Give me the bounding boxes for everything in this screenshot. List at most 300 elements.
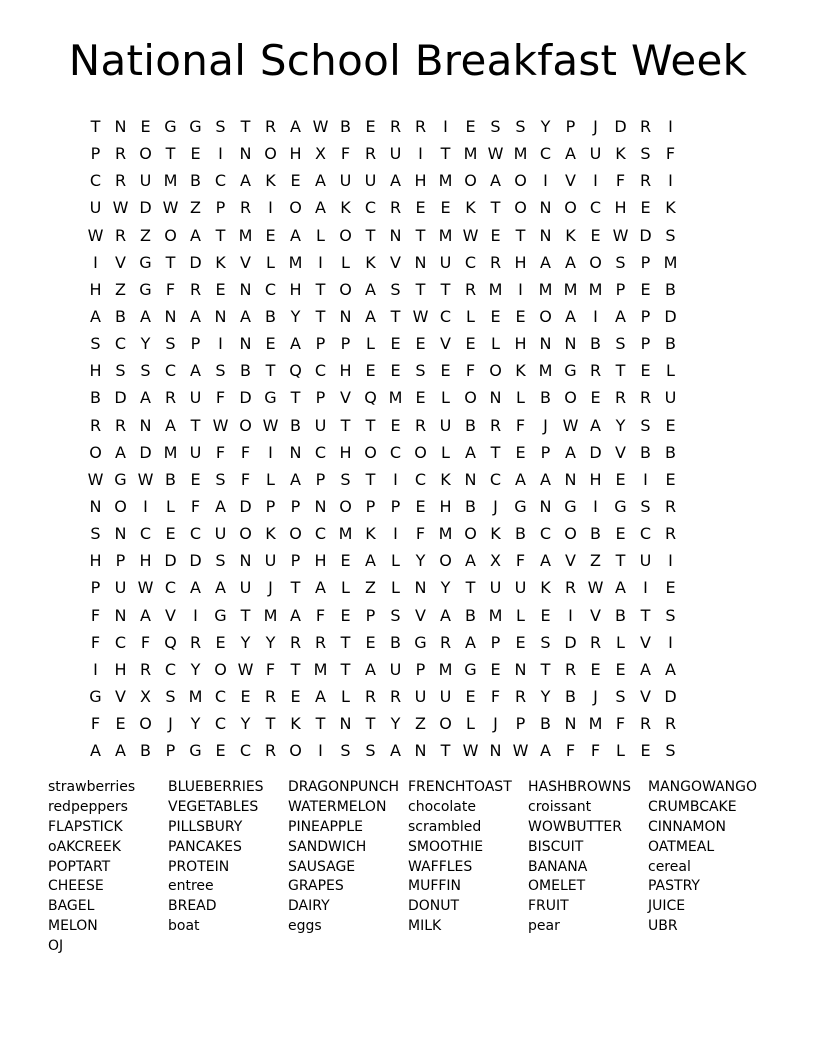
grid-letter: U	[89, 198, 102, 218]
grid-letter: J	[268, 578, 273, 598]
word-list-item: BANANA	[528, 858, 588, 875]
grid-letter: D	[189, 252, 202, 272]
grid-letter: I	[143, 497, 148, 517]
grid-letter: A	[115, 442, 126, 462]
grid-letter: P	[640, 334, 651, 354]
grid-letter: F	[590, 741, 601, 761]
grid-letter: F	[490, 687, 501, 707]
grid-letter: P	[640, 307, 651, 327]
grid-letter: T	[290, 388, 301, 408]
grid-row	[83, 384, 733, 411]
grid-letter: N	[539, 225, 552, 245]
grid-letter: R	[589, 632, 602, 652]
grid-letter: O	[564, 388, 577, 408]
grid-letter: H	[439, 497, 452, 517]
grid-letter: A	[365, 659, 376, 679]
grid-row	[83, 629, 733, 656]
grid-row	[83, 357, 733, 384]
grid-letter: A	[390, 741, 401, 761]
grid-letter: V	[615, 442, 626, 462]
grid-letter: F	[415, 524, 426, 544]
grid-letter: Z	[415, 714, 426, 734]
grid-letter: T	[440, 279, 451, 299]
grid-letter: I	[543, 171, 548, 191]
grid-letter: M	[513, 144, 528, 164]
grid-letter: L	[266, 252, 275, 272]
grid-letter: R	[189, 279, 202, 299]
grid-letter: H	[89, 279, 102, 299]
grid-letter: S	[665, 605, 676, 625]
grid-letter: A	[190, 578, 201, 598]
grid-letter: W	[412, 307, 429, 327]
grid-letter: I	[643, 578, 648, 598]
grid-letter: G	[564, 361, 577, 381]
grid-letter: H	[339, 442, 352, 462]
grid-letter: G	[139, 279, 152, 299]
word-list-item: UBR	[648, 917, 678, 934]
grid-letter: N	[114, 605, 127, 625]
grid-letter: R	[289, 632, 302, 652]
grid-letter: T	[315, 307, 326, 327]
grid-letter: E	[240, 687, 251, 707]
grid-letter: R	[114, 225, 127, 245]
grid-letter: A	[240, 171, 251, 191]
grid-letter: A	[540, 741, 551, 761]
grid-letter: R	[639, 117, 652, 137]
grid-letter: N	[414, 252, 427, 272]
word-list-item: FLAPSTICK	[48, 818, 123, 835]
grid-letter: R	[639, 388, 652, 408]
word-list-item: PROTEIN	[168, 858, 230, 875]
grid-letter: I	[668, 551, 673, 571]
grid-row	[83, 466, 733, 493]
word-list-row	[48, 917, 788, 937]
grid-letter: Y	[540, 117, 551, 137]
grid-letter: R	[114, 171, 127, 191]
grid-letter: O	[414, 442, 427, 462]
grid-letter: O	[139, 714, 152, 734]
grid-letter: V	[440, 334, 451, 354]
grid-letter: Z	[365, 578, 376, 598]
grid-letter: I	[193, 605, 198, 625]
grid-letter: A	[540, 551, 551, 571]
grid-letter: W	[137, 578, 154, 598]
grid-letter: A	[290, 117, 301, 137]
grid-row	[83, 412, 733, 439]
grid-letter: E	[590, 225, 601, 245]
grid-letter: K	[215, 252, 226, 272]
grid-letter: R	[564, 578, 577, 598]
grid-letter: S	[640, 497, 651, 517]
grid-letter: H	[414, 171, 427, 191]
grid-letter: N	[414, 741, 427, 761]
grid-letter: L	[466, 307, 475, 327]
grid-letter: T	[290, 659, 301, 679]
page-title: National School Breakfast Week	[68, 36, 748, 85]
grid-letter: T	[290, 578, 301, 598]
grid-letter: B	[465, 415, 476, 435]
grid-letter: S	[165, 687, 176, 707]
grid-letter: U	[589, 144, 602, 164]
grid-letter: R	[89, 415, 102, 435]
grid-letter: C	[314, 524, 327, 544]
grid-letter: A	[290, 469, 301, 489]
grid-letter: E	[415, 198, 426, 218]
grid-letter: H	[514, 334, 527, 354]
grid-row	[83, 167, 733, 194]
word-list-item: SAUSAGE	[288, 858, 356, 875]
grid-row	[83, 574, 733, 601]
grid-letter: N	[489, 388, 502, 408]
grid-letter: F	[165, 279, 176, 299]
grid-letter: Z	[140, 225, 151, 245]
grid-letter: U	[339, 171, 352, 191]
grid-letter: E	[465, 334, 476, 354]
grid-letter: S	[640, 144, 651, 164]
grid-letter: E	[490, 225, 501, 245]
word-list-item: croissant	[528, 799, 592, 816]
word-list-item: PANCAKES	[168, 838, 242, 855]
grid-letter: T	[415, 225, 426, 245]
grid-letter: E	[665, 469, 676, 489]
grid-letter: E	[390, 334, 401, 354]
word-list-item: WATERMELON	[288, 799, 387, 816]
word-list-row	[48, 936, 788, 956]
grid-letter: J	[493, 497, 498, 517]
grid-letter: A	[140, 388, 151, 408]
grid-letter: P	[515, 714, 526, 734]
word-list-item: boat	[168, 917, 200, 934]
grid-letter: O	[514, 171, 527, 191]
grid-letter: B	[540, 388, 551, 408]
grid-letter: T	[465, 578, 476, 598]
word-list-item: FRUIT	[528, 898, 569, 915]
grid-letter: S	[615, 334, 626, 354]
grid-letter: Y	[440, 578, 451, 598]
word-list-item: MELON	[48, 917, 98, 934]
grid-letter: T	[190, 415, 201, 435]
grid-letter: U	[389, 144, 402, 164]
grid-letter: T	[490, 198, 501, 218]
grid-letter: P	[90, 578, 101, 598]
grid-letter: G	[614, 497, 627, 517]
grid-letter: E	[365, 117, 376, 137]
grid-letter: W	[162, 198, 179, 218]
grid-letter: E	[215, 279, 226, 299]
word-list-item: oAKCREEK	[48, 838, 121, 855]
grid-letter: Y	[140, 334, 151, 354]
grid-letter: Y	[540, 687, 551, 707]
grid-letter: S	[165, 334, 176, 354]
grid-letter: O	[339, 279, 352, 299]
grid-letter: W	[612, 225, 629, 245]
grid-letter: E	[665, 415, 676, 435]
grid-letter: A	[215, 497, 226, 517]
grid-letter: G	[264, 388, 277, 408]
grid-letter: L	[341, 578, 350, 598]
grid-letter: B	[665, 279, 676, 299]
grid-letter: K	[340, 198, 351, 218]
grid-letter: E	[115, 714, 126, 734]
grid-letter: U	[139, 171, 152, 191]
grid-letter: R	[389, 687, 402, 707]
grid-letter: H	[589, 469, 602, 489]
grid-letter: P	[490, 632, 501, 652]
grid-letter: E	[340, 605, 351, 625]
grid-letter: N	[489, 741, 502, 761]
grid-letter: R	[364, 687, 377, 707]
grid-letter: I	[443, 117, 448, 137]
grid-letter: P	[365, 497, 376, 517]
grid-letter: V	[640, 687, 651, 707]
word-list-item: OATMEAL	[648, 838, 715, 855]
grid-letter: N	[514, 659, 527, 679]
grid-row	[83, 520, 733, 547]
grid-letter: E	[640, 361, 651, 381]
grid-letter: K	[615, 144, 626, 164]
grid-letter: M	[313, 659, 328, 679]
grid-letter: R	[564, 659, 577, 679]
grid-letter: X	[140, 687, 151, 707]
grid-letter: P	[365, 605, 376, 625]
grid-letter: G	[414, 632, 427, 652]
grid-letter: D	[589, 442, 602, 462]
grid-letter: O	[589, 252, 602, 272]
grid-letter: O	[289, 198, 302, 218]
word-list-item: PINEAPPLE	[288, 818, 363, 835]
grid-letter: F	[615, 714, 626, 734]
word-list-row	[48, 798, 788, 818]
grid-letter: A	[215, 578, 226, 598]
grid-letter: P	[90, 144, 101, 164]
grid-letter: D	[139, 198, 152, 218]
grid-letter: R	[414, 415, 427, 435]
grid-letter: O	[464, 388, 477, 408]
grid-letter: T	[365, 415, 376, 435]
word-list-item: SANDWICH	[288, 838, 367, 855]
grid-letter: A	[540, 252, 551, 272]
grid-letter: N	[239, 144, 252, 164]
grid-letter: F	[240, 469, 251, 489]
word-list	[48, 778, 788, 956]
grid-letter: C	[589, 198, 602, 218]
grid-letter: O	[289, 524, 302, 544]
grid-letter: E	[190, 144, 201, 164]
grid-letter: M	[388, 388, 403, 408]
grid-letter: N	[414, 578, 427, 598]
grid-letter: R	[264, 741, 277, 761]
grid-letter: L	[666, 361, 675, 381]
grid-letter: E	[615, 524, 626, 544]
grid-letter: A	[465, 632, 476, 652]
grid-letter: M	[488, 605, 503, 625]
grid-letter: A	[465, 551, 476, 571]
grid-letter: A	[90, 307, 101, 327]
grid-letter: K	[365, 252, 376, 272]
word-list-item: scrambled	[408, 818, 482, 835]
grid-letter: I	[568, 605, 573, 625]
grid-letter: M	[538, 361, 553, 381]
grid-row	[83, 439, 733, 466]
grid-letter: N	[114, 524, 127, 544]
grid-letter: S	[90, 334, 101, 354]
grid-letter: R	[389, 198, 402, 218]
grid-letter: L	[341, 252, 350, 272]
grid-letter: A	[565, 442, 576, 462]
grid-letter: A	[240, 307, 251, 327]
grid-letter: O	[214, 659, 227, 679]
grid-letter: M	[438, 524, 453, 544]
grid-letter: B	[390, 632, 401, 652]
grid-letter: W	[462, 225, 479, 245]
grid-letter: R	[664, 497, 677, 517]
grid-letter: A	[640, 659, 651, 679]
grid-letter: F	[265, 659, 276, 679]
grid-letter: K	[440, 469, 451, 489]
grid-letter: P	[115, 551, 126, 571]
grid-letter: I	[318, 741, 323, 761]
grid-letter: E	[390, 361, 401, 381]
grid-letter: W	[237, 659, 254, 679]
grid-letter: I	[93, 252, 98, 272]
word-list-item: pear	[528, 917, 560, 934]
grid-letter: R	[489, 252, 502, 272]
grid-letter: V	[590, 605, 601, 625]
grid-letter: A	[440, 605, 451, 625]
grid-row	[83, 737, 733, 764]
word-list-row	[48, 778, 788, 798]
word-list-item: BREAD	[168, 898, 217, 915]
grid-letter: N	[564, 334, 577, 354]
grid-letter: E	[515, 307, 526, 327]
grid-letter: W	[462, 741, 479, 761]
grid-letter: O	[489, 361, 502, 381]
grid-letter: K	[265, 171, 276, 191]
grid-letter: I	[593, 307, 598, 327]
grid-letter: B	[90, 388, 101, 408]
grid-letter: Y	[615, 415, 626, 435]
grid-letter: H	[289, 279, 302, 299]
grid-letter: F	[340, 144, 351, 164]
grid-letter: B	[615, 605, 626, 625]
grid-letter: G	[89, 687, 102, 707]
grid-letter: I	[318, 252, 323, 272]
grid-letter: D	[189, 551, 202, 571]
grid-letter: A	[315, 198, 326, 218]
grid-letter: G	[214, 605, 227, 625]
grid-letter: M	[663, 252, 678, 272]
grid-letter: U	[389, 659, 402, 679]
grid-letter: N	[214, 307, 227, 327]
grid-letter: N	[564, 469, 577, 489]
grid-letter: E	[440, 198, 451, 218]
grid-letter: P	[315, 469, 326, 489]
grid-letter: F	[465, 361, 476, 381]
word-list-item: CRUMBCAKE	[648, 799, 737, 816]
grid-letter: G	[564, 497, 577, 517]
grid-letter: O	[339, 225, 352, 245]
grid-letter: M	[163, 442, 178, 462]
grid-letter: B	[340, 117, 351, 137]
grid-letter: K	[565, 225, 576, 245]
word-list-item: PILLSBURY	[168, 818, 243, 835]
word-list-item: WAFFLES	[408, 858, 473, 875]
grid-letter: O	[464, 171, 477, 191]
grid-letter: R	[114, 144, 127, 164]
grid-letter: L	[266, 469, 275, 489]
grid-letter: E	[165, 524, 176, 544]
word-list-item: POPTART	[48, 858, 111, 875]
grid-letter: H	[339, 361, 352, 381]
grid-letter: D	[564, 632, 577, 652]
grid-letter: I	[393, 469, 398, 489]
grid-letter: T	[365, 225, 376, 245]
grid-letter: L	[491, 334, 500, 354]
grid-letter: U	[214, 524, 227, 544]
grid-letter: O	[289, 741, 302, 761]
grid-letter: H	[89, 551, 102, 571]
grid-letter: U	[439, 687, 452, 707]
grid-letter: P	[390, 497, 401, 517]
word-list-item: CHEESE	[48, 878, 104, 895]
grid-letter: A	[390, 171, 401, 191]
grid-letter: A	[190, 225, 201, 245]
grid-row	[83, 249, 733, 276]
grid-letter: F	[90, 632, 101, 652]
grid-letter: A	[665, 659, 676, 679]
grid-letter: E	[190, 469, 201, 489]
grid-letter: U	[364, 171, 377, 191]
grid-letter: G	[139, 252, 152, 272]
grid-letter: H	[114, 659, 127, 679]
grid-letter: F	[665, 144, 676, 164]
grid-letter: R	[464, 279, 477, 299]
grid-letter: E	[290, 687, 301, 707]
grid-letter: L	[391, 578, 400, 598]
grid-letter: C	[314, 442, 327, 462]
word-list-item: BISCUIT	[528, 838, 584, 855]
grid-row	[83, 602, 733, 629]
grid-letter: X	[490, 551, 501, 571]
grid-letter: P	[340, 334, 351, 354]
grid-letter: T	[240, 605, 251, 625]
grid-letter: E	[415, 497, 426, 517]
grid-letter: R	[139, 659, 152, 679]
grid-letter: Z	[115, 279, 126, 299]
grid-letter: A	[365, 279, 376, 299]
grid-letter: I	[93, 659, 98, 679]
grid-letter: E	[290, 171, 301, 191]
grid-letter: R	[264, 117, 277, 137]
grid-letter: Y	[240, 714, 251, 734]
grid-letter: J	[543, 415, 548, 435]
grid-letter: R	[414, 117, 427, 137]
grid-letter: U	[189, 388, 202, 408]
grid-letter: C	[164, 659, 177, 679]
grid-letter: M	[288, 252, 303, 272]
word-list-item: DRAGONPUNCH	[288, 779, 400, 796]
grid-letter: C	[489, 469, 502, 489]
word-list-item: MILK	[408, 917, 442, 934]
grid-letter: G	[189, 117, 202, 137]
grid-letter: S	[540, 632, 551, 652]
grid-letter: E	[490, 659, 501, 679]
grid-letter: M	[263, 605, 278, 625]
word-list-item: HASHBROWNS	[528, 779, 632, 796]
grid-letter: Q	[164, 632, 177, 652]
grid-letter: V	[640, 632, 651, 652]
grid-letter: R	[589, 361, 602, 381]
